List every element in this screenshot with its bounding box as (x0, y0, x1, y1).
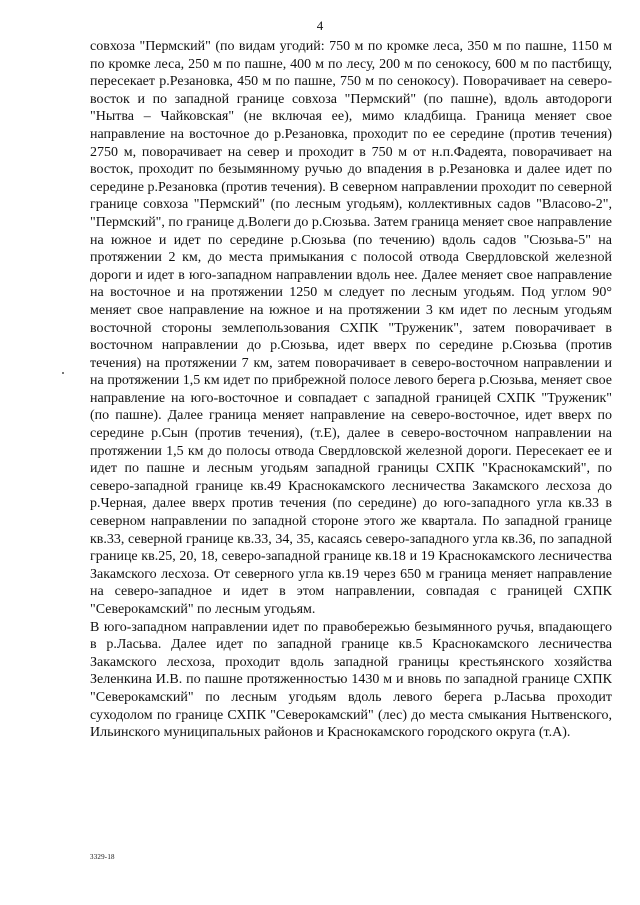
margin-mark (62, 372, 64, 374)
document-body (90, 38, 612, 742)
paragraph: В юго-западном направлении идет по правобережью безымянного ручья, впадающего в р.Ласьва. Далее идет по западной границе кв.5 Краснокамского лесничества Закамского лесхоза, проходит вдоль западной границы крестьянского хозяйства Зеленкина И.В. по пашне протяженностью 1430 м и вновь по западной границе СХПК "Северокамский" по лесным угодьям вдоль левого берега р.Ласьва проходит суходолом по границе СХПК "Северокамский" (лес) до места смыкания Нытвенского, Ильинского муниципальных районов и Краснокамского городского округа (т.А). (90, 619, 612, 741)
page-number: 4 (316, 18, 324, 33)
paragraph: совхоза "Пермский" (по видам угодий: 750 м по кромке леса, 350 м по пашне, 1150 м по кромке леса, 250 м по пашне, 400 м по лесу, 200 м по сенокосу, 600 м по пастбищу, пересекает р.Резановка, 450 м по пашне, 750 м по сенокосу). Поворачивает на северо-восток и по западной границе совхоза "Пермский" (по пашне), вдоль автодороги "Нытва – Чайковская" (не включая ее), мимо кладбища. Граница меняет свое направление на восточное до р.Резановка, проходит по ее середине (против течения) 2750 м, поворачивает на север и проходит в 750 м от н.п.Фадеята, поворачивает на восток, проходит по безымянному ручью до впадения в р.Резановка и далее идет по середине р.Резановка (против течения). В северном направлении проходит по северной границе совхоза "Пермский" (по лесным угодьям), коллективных садов "Власово-2", "Пермский", по границе д.Волеги до р.Сюзьва. Затем граница меняет свое направление на южное и идет по середине р.Сюзьва (по течению) вдоль садов "Сюзьва-5" на протяжении 2 км, до места примыкания с полосой отвода Свердловской железной дороги и идет в юго-западном направлении вдоль нее. Далее меняет свое направление на восточное и на протяжении 1250 м следует по лесным угодьям. Под углом 90° меняет свое направление на южное и на протяжении 3 км идет по лесным угодьям восточной стороны землепользования СХПК "Труженик", затем поворачивает в восточном направлении до р.Сюзьва, идет вверх по середине р.Сюзьва (против течения) на протяжении 7 км, затем поворачивает в северо-восточном направлении и на протяжении 1,5 км идет по прибрежной полосе левого берега р.Сюзьва, меняет свое направление на юго-восточное и совпадает с западной границей СХПК "Труженик" (по пашне). Далее граница меняет направление на северо-восточное, идет вверх по середине р.Сын (против течения), (т.Е), далее в северо-восточном направлении на протяжении 1,5 км до полосы отвода Свердловской железной дороги. Пересекает ее и идет по пашне и лесным угодьям западной границы СХПК "Краснокамский", по северо-западной границе кв.49 Краснокамского лесничества Закамского лесхоза до р.Черная, далее вверх против течения (по середине) до юго-западного угла кв.33 в северном направлении по западной стороне этого же квартала. По западной границе кв.33, северной границе кв.33, 34, 35, касаясь северо-западного угла кв.36, по западной границе кв.25, 20, 18, северо-западной границе кв.18 и 19 Краснокамского лесничества Закамского лесхоза. От северного угла кв.19 через 650 м граница меняет направление на северо-западное и идет в этом направлении, совпадая с границей СХПК "Северокамский" по лесным угодьям. (90, 39, 612, 617)
footer-code: 3329-18 (90, 853, 115, 861)
